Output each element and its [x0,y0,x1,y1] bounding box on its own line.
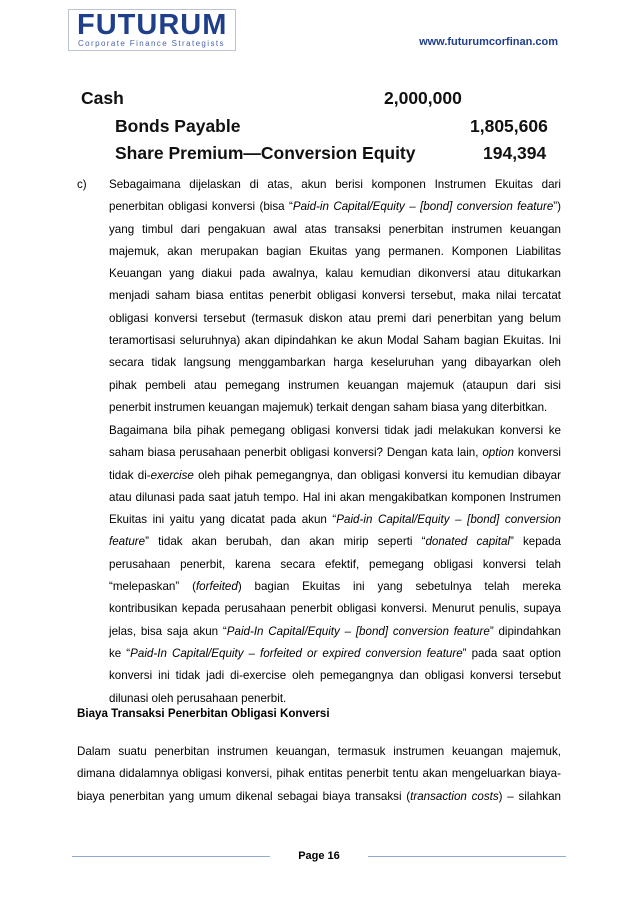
journal-credit-account-2: Share Premium—Conversion Equity [115,143,416,163]
text-line: kontribusikan kepada perusahaan penerbit obligasi konversi. Menurut penulis, supaya [109,602,561,616]
text-line: jelas, bisa saja akun “Paid-In Capital/Equity – [bond] conversion feature” dipindahkan [109,624,561,638]
text-line: penerbitan obligasi konversi (bisa “Paid-in Capital/Equity – [bond] conversion feature”) [109,200,561,214]
paragraph-c-1 [109,174,561,419]
website-url[interactable]: www.futurumcorfinan.com [419,36,558,48]
journal-credit-amount-2: 194,394 [483,143,547,163]
text-line: dimana didalamnya obligasi konversi, pihak entitas penerbit tentu akan mengeluarkan biaya- [77,767,561,781]
journal-debit-account: Cash [81,88,124,108]
text-line: Bagaimana bila pihak pemegang obligasi konversi tidak jadi melakukan konversi ke [109,424,561,437]
journal-credit-account-1: Bonds Payable [115,116,241,136]
text-line: majemuk, akan merupakan bagian Ekuitas yang permanen. Komponen Liabilitas [109,244,561,258]
text-line: pihak pembeli atau pemegang instrumen keuangan majemuk (ataupun dari sisi [109,378,561,392]
text-line: secara tidak langsung menggambarkan harga keseluruhan yang dibayarkan oleh [109,356,561,370]
text-line: Sebagaimana dijelaskan di atas, akun berisi komponen Instrumen Ekuitas dari [109,178,561,191]
text-line: teramortisasi seluruhnya) akan dipindahkan ke akun Modal Saham bagian Ekuitas. Ini [109,334,561,348]
text-line: yang timbul dari pengakuan awal atas transaksi penerbitan instrumen keuangan [109,222,561,236]
text-line: Dalam suatu penerbitan instrumen keuangan, termasuk instrumen keuangan majemuk, [77,745,561,758]
text-line: menjadi saham biasa entitas penerbit obligasi konversi tersebut, maka nilai tercatat [109,289,561,303]
journal-entry [69,80,561,168]
text-line: Keuangan yang diakui pada awalnya, kalau kemudian dikonversi atau ditukarkan [109,267,561,281]
list-marker: c) [77,178,87,191]
company-logo [68,9,236,51]
page-number: Page 16 [298,850,340,862]
section-heading: Biaya Transaksi Penerbitan Obligasi Konversi [77,707,330,720]
paragraph-c-2 [109,420,561,710]
text-line: feature” tidak akan berubah, dan akan mirip seperti “donated capital” kepada [109,535,561,549]
text-line: dilunasi oleh perusahaan penerbit. [109,691,287,705]
text-line: konversi ini tidak jadi di-exercise oleh pemegangnya dan obligasi konversi tersebut [109,669,561,683]
text-line: Ekuitas ini yaitu yang dicatat pada akun “Paid-in Capital/Equity – [bond] conversion [109,513,562,527]
paragraph-transaction-costs [77,741,561,808]
text-line: “melepaskan” (forfeited) bagian Ekuitas ini yang sebetulnya telah mereka [109,580,561,594]
footer-rule-left [72,856,270,857]
text-line: perusahaan penerbit, karena secara efektif, pemegang obligasi konversi telah [109,557,561,571]
text-line: penerbit instrumen keuangan majemuk) terkait dengan saham biasa yang diterbitkan. [109,400,548,414]
text-line: atau dilunasi pada saat jatuh tempo. Hal ini akan mengakibatkan komponen Instrumen [109,490,561,504]
footer-rule-right [368,856,566,857]
text-line: biaya penerbitan yang umum dikenal sebagai biaya transaksi (transaction costs) – silahkan [77,789,561,803]
journal-debit-amount: 2,000,000 [384,88,462,108]
text-line: saham biasa perusahaan penerbit obligasi konversi? Dengan kata lain, option konversi [109,446,561,460]
journal-credit-amount-1: 1,805,606 [470,116,548,136]
logo-tagline: Corporate Finance Strategists [78,39,225,48]
text-line: obligasi konversi tersebut (termasuk diskon atau premi dari penerbitan yang belum [109,311,561,325]
text-line: ke “Paid-In Capital/Equity – forfeited or expired conversion feature” pada saat option [109,646,561,660]
logo-wordmark: FUTURUM [77,9,228,41]
text-line: tidak di-exercise oleh pihak pemegangnya, dan obligasi konversi itu kemudian dibayar [109,468,561,482]
